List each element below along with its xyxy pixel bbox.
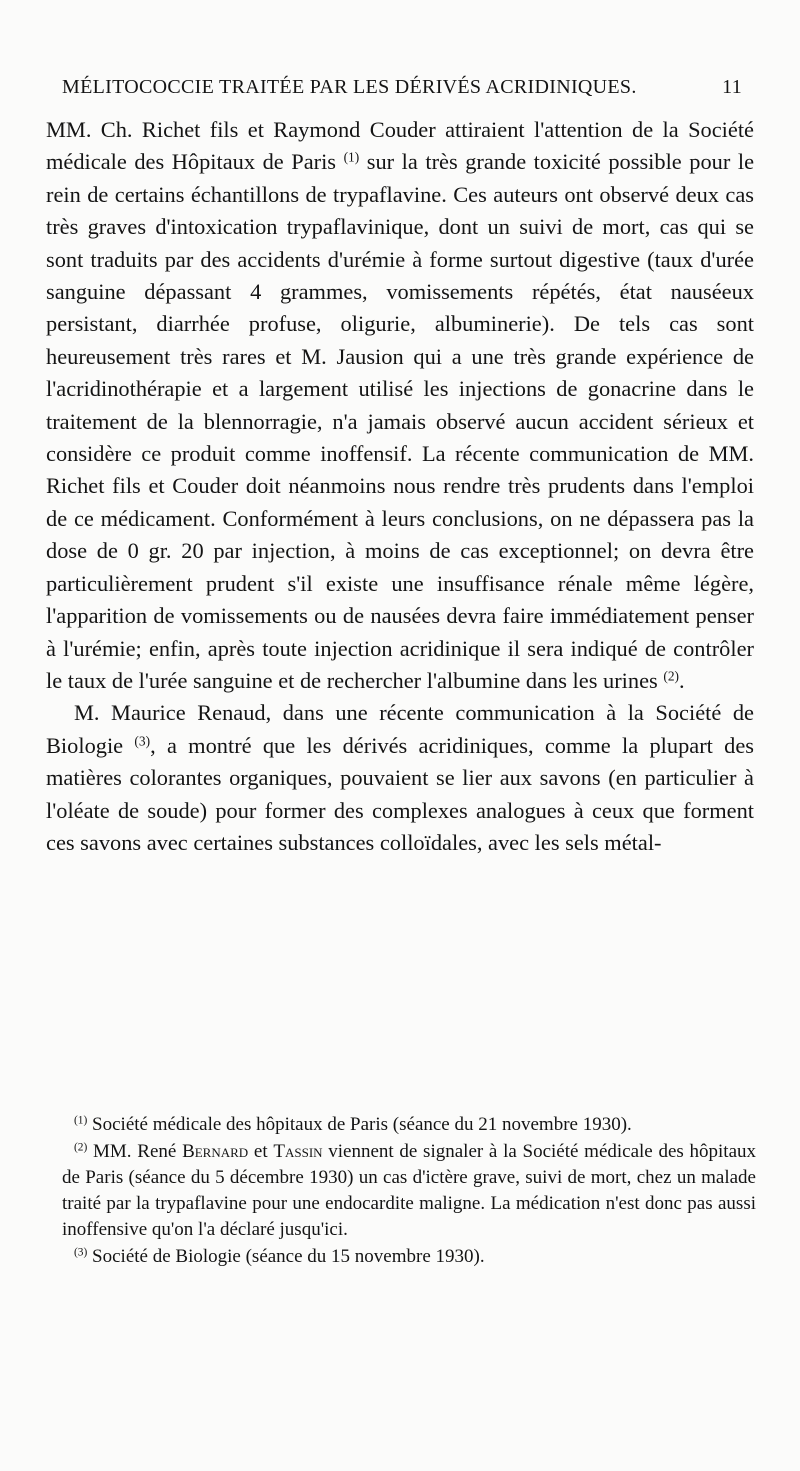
- paragraph-1-text-a: MM. Ch. Richet fils et Raymond Couder attiraient l'attention de la Société médicale des Hôpitaux de Paris: [46, 117, 754, 175]
- paragraph-1: [46, 114, 754, 697]
- paragraph-2-text-b: , a montré que les dérivés acridiniques, comme la plupart des matières colorantes organiques, pouvaient se lier aux savons (en particulier à l'oléate de soude) pour former des complexes analogues à ceux que forment ces savons avec certaines substances colloïdales, avec les sels métal-: [46, 732, 755, 855]
- body-text: [46, 114, 754, 859]
- footnote-ref-2: (2): [663, 668, 680, 684]
- footnote-2-text-b: et: [248, 1141, 274, 1162]
- running-title: MÉLITOCOCCIE TRAITÉE PAR LES DÉRIVÉS ACRIDINIQUES.: [62, 76, 637, 98]
- footnote-1: [62, 1112, 756, 1138]
- author-name-bernard: Bernard: [182, 1141, 249, 1162]
- author-name-tassin: Tassin: [273, 1141, 323, 1162]
- footnote-1-mark: (1): [74, 1114, 88, 1127]
- footnotes: [62, 1112, 756, 1271]
- footnote-2-mark: (2): [74, 1141, 88, 1154]
- footnote-3-text: Société de Biologie (séance du 15 novembre 1930).: [87, 1246, 485, 1267]
- paragraph-2-text-a: M. Maurice Renaud, dans une récente communication à la Société de Biologie: [46, 700, 754, 758]
- footnote-1-text: Société médicale des hôpitaux de Paris (séance du 21 novembre 1930).: [87, 1114, 632, 1135]
- paragraph-2: [46, 697, 754, 859]
- footnote-ref-1: (1): [343, 150, 360, 166]
- paragraph-1-text-c: .: [679, 667, 685, 693]
- paragraph-1-text-b: sur la très grande toxicité possible pour le rein de certains échantillons de trypaflavine. Ces auteurs ont observé deux cas très graves d'intoxication trypaflavinique, dont un suivi de mort, cas qui se sont traduits par des accidents d'urémie à forme surtout digestive (taux d'urée sanguine dépassant 4 grammes, vomissements répétés, état nauséeux persistant, diarrhée profuse, oligurie, albuminerie). De tels cas sont heureusement très rares et M. Jausion qui a une très grande expérience de l'acridinothérapie et a largement utilisé les injections de gonacrine dans le traitement de la blennorragie, n'a jamais observé aucun accident sérieux et considère ce produit comme inoffensif. La récente communication de MM. Richet fils et Couder doit néanmoins nous rendre très prudents dans l'emploi de ce médicament. Conformément à leurs conclusions, on ne dépassera pas la dose de 0 gr. 20 par injection, à moins de cas exceptionnel; on devra être particulièrement prudent s'il existe une insuffisance rénale même légère, l'apparition de vomissements ou de nausées devra faire immédiatement penser à l'urémie; enfin, après toute injection acridinique il sera indiqué de contrôler le taux de l'urée sanguine et de rechercher l'albumine dans les urines: [46, 149, 755, 693]
- footnote-2-text-c: viennent de signaler à la Société médicale des hôpitaux de Paris (séance du 5 décembre 1930) un cas d'ictère grave, suivi de mort, chez un malade traité par la trypaflavine pour une endocardite maligne. La médication n'est donc pas aussi inoffensive qu'on l'a déclaré jusqu'ici.: [62, 1141, 757, 1240]
- footnote-2-text-a: MM. René: [87, 1141, 183, 1162]
- footnote-3-mark: (3): [74, 1246, 88, 1259]
- footnote-2: [62, 1139, 756, 1243]
- running-header: [62, 72, 750, 106]
- footnote-3: [62, 1244, 756, 1270]
- footnote-ref-3: (3): [134, 733, 151, 749]
- page-number: 11: [722, 76, 742, 98]
